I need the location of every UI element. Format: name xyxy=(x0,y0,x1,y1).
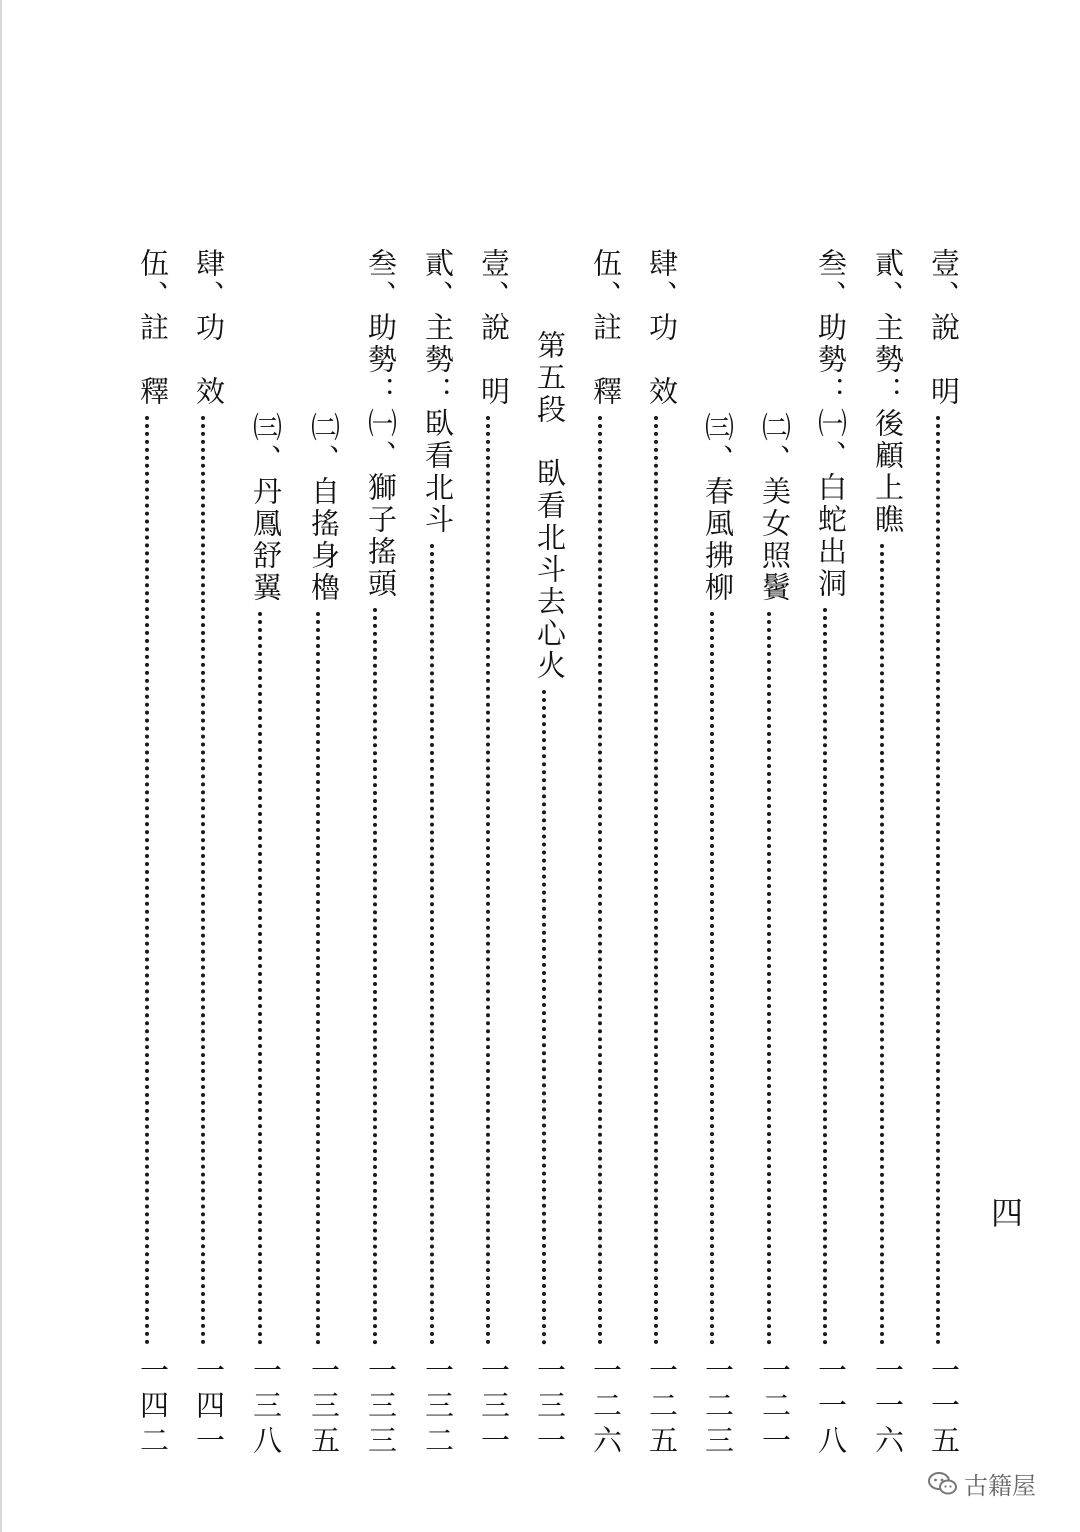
toc-entry-title: 壹、說 明 xyxy=(477,248,511,408)
toc-entry-title: 肆、功 效 xyxy=(645,248,679,408)
toc-dot-leader xyxy=(373,608,377,1345)
toc-entry-page: 一二五 xyxy=(645,1355,679,1460)
page-number: 四 xyxy=(986,1196,1024,1228)
toc-dot-leader xyxy=(201,416,205,1345)
toc-entry-title: 伍、註 釋 xyxy=(589,248,623,408)
toc-entry-page: 一三五 xyxy=(307,1355,341,1460)
toc-entry-title: 壹、說 明 xyxy=(927,248,961,408)
toc-entry xyxy=(636,248,679,1460)
toc-dot-leader xyxy=(486,416,490,1345)
toc-entry xyxy=(862,248,905,1460)
toc-entry xyxy=(183,248,226,1460)
toc-entry-page: 一三三 xyxy=(364,1355,398,1460)
toc-entry xyxy=(805,248,848,1460)
toc-dot-leader xyxy=(880,544,884,1345)
toc-entry-page: 一三八 xyxy=(249,1355,283,1460)
toc-entry-page: 一四二 xyxy=(136,1355,170,1460)
toc-entry-title: 叁、助勢：㈠、獅子搖頭 xyxy=(364,248,398,600)
toc-entry xyxy=(918,248,961,1460)
toc-entry xyxy=(580,248,623,1460)
watermark xyxy=(928,1466,1036,1501)
toc-dot-leader xyxy=(542,690,546,1345)
toc-entry-page: 一一六 xyxy=(871,1355,905,1460)
toc-entry-page: 一一八 xyxy=(814,1355,848,1460)
toc-entry-page: 一二一 xyxy=(758,1355,792,1460)
toc-entry-page: 一二三 xyxy=(701,1355,735,1460)
toc-dot-leader xyxy=(654,416,658,1345)
toc-entry xyxy=(298,412,341,1460)
toc-entry-title: 肆、功 效 xyxy=(192,248,226,408)
toc-dot-leader xyxy=(258,612,262,1345)
toc-entry xyxy=(749,412,792,1460)
toc-entry xyxy=(692,412,735,1460)
wechat-icon xyxy=(928,1471,958,1497)
toc-entry xyxy=(468,248,511,1460)
toc-entry-title: ㈢、丹鳳舒翼 xyxy=(249,412,283,604)
toc-dot-leader xyxy=(316,612,320,1345)
toc-dot-leader xyxy=(936,416,940,1345)
toc-entry-page: 一四一 xyxy=(192,1355,226,1460)
toc-entry-title: ㈢、春風拂柳 xyxy=(701,412,735,604)
toc-entry-page: 一三一 xyxy=(533,1355,567,1460)
watermark-label: 古籍屋 xyxy=(964,1472,1036,1500)
toc-entry-title: ㈡、美女照鬢 xyxy=(758,412,792,604)
toc-entry-title: ㈡、自搖身櫓 xyxy=(307,412,341,604)
toc-entry-page: 一三一 xyxy=(477,1355,511,1460)
toc-entry xyxy=(412,248,455,1460)
toc-entry-title: 貳、主勢：後顧上瞧 xyxy=(871,248,905,536)
toc-dot-leader xyxy=(823,608,827,1345)
toc-entry xyxy=(355,248,398,1460)
toc-entry-page: 一二六 xyxy=(589,1355,623,1460)
toc-entry xyxy=(240,412,283,1460)
toc-entry-page: 一一五 xyxy=(927,1355,961,1460)
toc-entry-title: 第五段 臥看北斗去心火 xyxy=(533,330,567,682)
toc-entry xyxy=(524,330,567,1460)
toc-dot-leader xyxy=(145,416,149,1345)
toc-entry-title: 貳、主勢：臥看北斗 xyxy=(421,248,455,536)
toc-entry xyxy=(127,248,170,1460)
toc-dot-leader xyxy=(767,612,771,1345)
toc-entry-title: 叁、助勢：㈠、白蛇出洞 xyxy=(814,248,848,600)
toc-dot-leader xyxy=(598,416,602,1345)
toc-entry-page: 一三二 xyxy=(421,1355,455,1460)
toc-entry-title: 伍、註 釋 xyxy=(136,248,170,408)
toc-dot-leader xyxy=(430,544,434,1345)
toc-dot-leader xyxy=(710,612,714,1345)
